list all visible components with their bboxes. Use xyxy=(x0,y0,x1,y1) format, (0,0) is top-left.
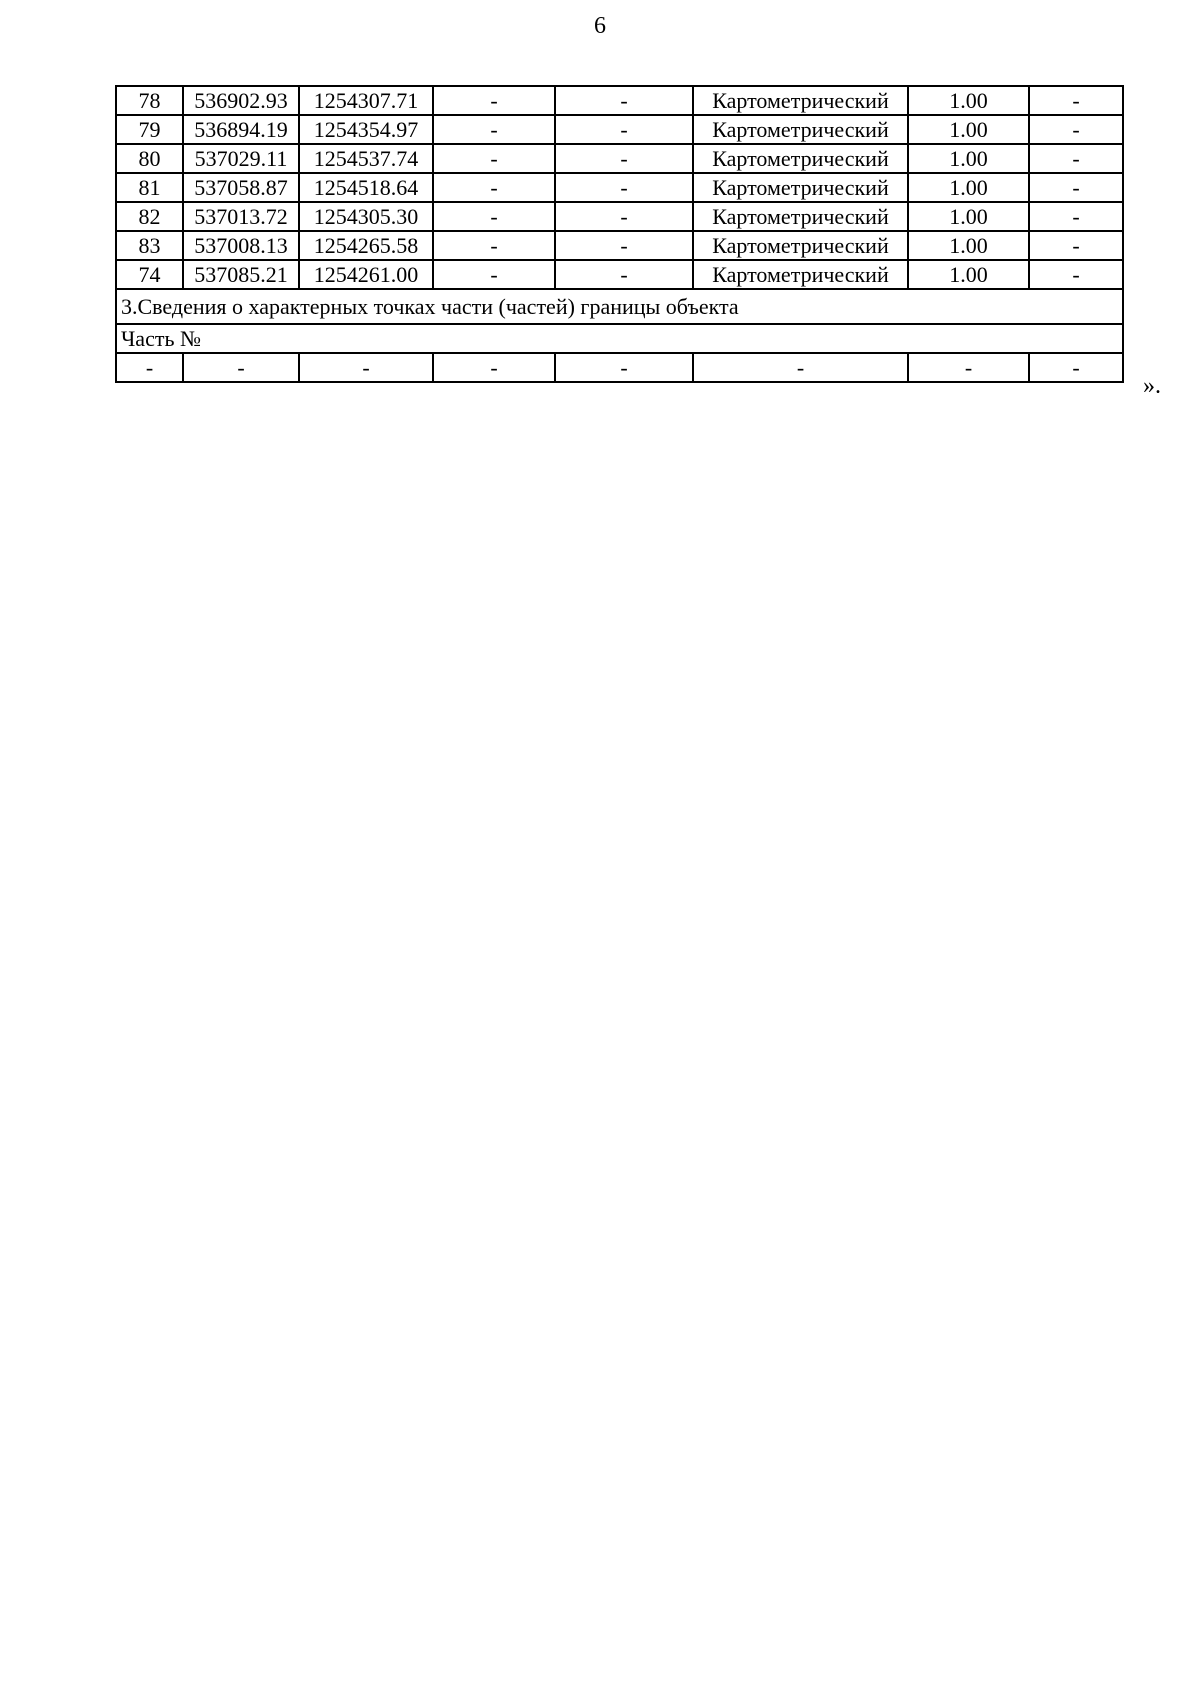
point-number-cell: 82 xyxy=(116,202,183,231)
empty-cell: - xyxy=(433,173,555,202)
accuracy-cell: 1.00 xyxy=(908,231,1029,260)
description-cell: - xyxy=(1029,202,1123,231)
description-cell: - xyxy=(1029,115,1123,144)
x-coordinate-cell: 537058.87 xyxy=(183,173,299,202)
part-number-label: Часть № xyxy=(116,324,1123,353)
section-header-row xyxy=(116,289,1123,324)
y-coordinate-cell: 1254265.58 xyxy=(299,231,433,260)
x-coordinate-cell: 537008.13 xyxy=(183,231,299,260)
empty-cell: - xyxy=(433,353,555,382)
description-cell: - xyxy=(1029,144,1123,173)
table-row xyxy=(116,231,1123,260)
description-cell: - xyxy=(1029,260,1123,289)
empty-cell: - xyxy=(693,353,908,382)
point-number-cell: 83 xyxy=(116,231,183,260)
empty-cell: - xyxy=(299,353,433,382)
empty-cell: - xyxy=(433,202,555,231)
y-coordinate-cell: 1254518.64 xyxy=(299,173,433,202)
point-number-cell: 78 xyxy=(116,86,183,115)
point-number-cell: 79 xyxy=(116,115,183,144)
empty-cell: - xyxy=(555,115,693,144)
page-number: 6 xyxy=(594,13,606,39)
boundary-points-table xyxy=(115,85,1124,383)
empty-cell: - xyxy=(555,260,693,289)
method-cell: Картометрический xyxy=(693,173,908,202)
method-cell: Картометрический xyxy=(693,144,908,173)
empty-cell: - xyxy=(1029,353,1123,382)
empty-cell: - xyxy=(116,353,183,382)
empty-cell: - xyxy=(433,260,555,289)
x-coordinate-cell: 537013.72 xyxy=(183,202,299,231)
empty-cell: - xyxy=(555,173,693,202)
table-row xyxy=(116,173,1123,202)
method-cell: Картометрический xyxy=(693,231,908,260)
section-title: 3.Сведения о характерных точках части (частей) границы объекта xyxy=(116,289,1123,324)
table-row xyxy=(116,115,1123,144)
method-cell: Картометрический xyxy=(693,260,908,289)
empty-cell: - xyxy=(433,86,555,115)
y-coordinate-cell: 1254305.30 xyxy=(299,202,433,231)
empty-cell: - xyxy=(555,231,693,260)
empty-cell: - xyxy=(555,144,693,173)
x-coordinate-cell: 537029.11 xyxy=(183,144,299,173)
y-coordinate-cell: 1254537.74 xyxy=(299,144,433,173)
closing-quote-mark: ». xyxy=(1143,373,1161,399)
accuracy-cell: 1.00 xyxy=(908,202,1029,231)
table-row xyxy=(116,202,1123,231)
description-cell: - xyxy=(1029,173,1123,202)
point-number-cell: 74 xyxy=(116,260,183,289)
accuracy-cell: 1.00 xyxy=(908,260,1029,289)
method-cell: Картометрический xyxy=(693,115,908,144)
accuracy-cell: 1.00 xyxy=(908,115,1029,144)
accuracy-cell: 1.00 xyxy=(908,144,1029,173)
x-coordinate-cell: 536894.19 xyxy=(183,115,299,144)
y-coordinate-cell: 1254354.97 xyxy=(299,115,433,144)
table-row xyxy=(116,86,1123,115)
point-number-cell: 81 xyxy=(116,173,183,202)
accuracy-cell: 1.00 xyxy=(908,86,1029,115)
table-row xyxy=(116,144,1123,173)
empty-cell: - xyxy=(555,353,693,382)
table-row xyxy=(116,353,1123,382)
empty-cell: - xyxy=(555,86,693,115)
table-row xyxy=(116,260,1123,289)
empty-cell: - xyxy=(908,353,1029,382)
accuracy-cell: 1.00 xyxy=(908,173,1029,202)
point-number-cell: 80 xyxy=(116,144,183,173)
method-cell: Картометрический xyxy=(693,202,908,231)
y-coordinate-cell: 1254261.00 xyxy=(299,260,433,289)
empty-cell: - xyxy=(183,353,299,382)
part-label-row xyxy=(116,324,1123,353)
description-cell: - xyxy=(1029,86,1123,115)
method-cell: Картометрический xyxy=(693,86,908,115)
x-coordinate-cell: 537085.21 xyxy=(183,260,299,289)
x-coordinate-cell: 536902.93 xyxy=(183,86,299,115)
empty-cell: - xyxy=(433,231,555,260)
empty-cell: - xyxy=(433,115,555,144)
empty-cell: - xyxy=(555,202,693,231)
description-cell: - xyxy=(1029,231,1123,260)
empty-cell: - xyxy=(433,144,555,173)
y-coordinate-cell: 1254307.71 xyxy=(299,86,433,115)
